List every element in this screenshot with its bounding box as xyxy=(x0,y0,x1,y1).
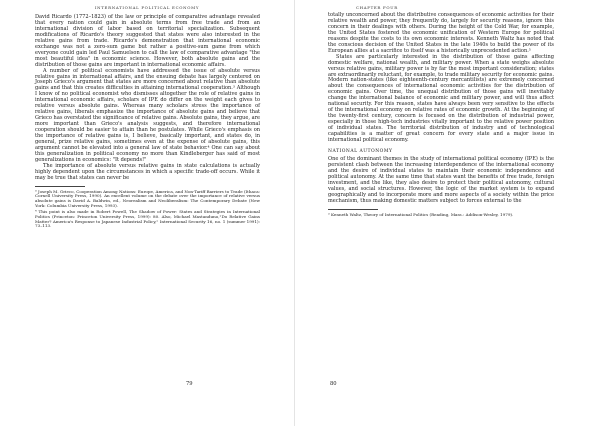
paragraph: David Ricardo (1772–1823) of the law or principle of comparative advantage revealed that every nation could gain in absolute terms from free trade and from an international division of labor based on territorial specialization. Subsequent modifications of Ricardo's theory suggested that states were also interested in the relative gains from trade. Ricardo's demonstration that international economic exchange was not a zero-sum game but rather a positive-sum game from which everyone could gain led Paul Samuelson to call the law of comparative advantage "the most beautiful idea" in economic science. However, both absolute gains and the distribution of those gains are important in international economic affairs. xyxy=(35,14,260,68)
section-heading: NATIONAL AUTONOMY xyxy=(328,148,393,154)
right-text-block xyxy=(328,13,554,217)
footnote-rule xyxy=(35,186,85,187)
page-number: 79 xyxy=(186,381,193,387)
footnote: ³ Joseph M. Grieco, Cooperation Among Nations: Europe, America, and Non-Tariff Barriers to Trade (Ithaca: Cornell University Press, 1990). An excellent volume on the debate over the importance of relative versus absolute gains is David A. Baldwin, ed., Neorealism and Neoliberalism: The Contemporary Debate (New York: Columbia University Press, 1993). xyxy=(35,188,261,209)
left-page xyxy=(0,0,294,426)
footnote: ⁵ Kenneth Waltz, Theory of International Politics (Reading, Mass.: Addison-Wesley, 1979). xyxy=(328,211,514,217)
paragraph: totally unconcerned about the distributive consequences of economic activities for their relative wealth and power, they frequently do, largely for security reasons, ignore this concern in their dealings with others. During the height of the Cold War, for example, the United States fostered the economic unification of Western Europe for political reasons despite the costs to its own economic interests. Kenneth Waltz has noted that the conscious decision of the United States in the late 1940s to build the power of its European allies at a sacrifice to itself was a historically unprecedented action.⁵ xyxy=(328,12,554,54)
footnote-rule xyxy=(328,209,378,210)
page-number: 80 xyxy=(330,381,337,387)
paragraph: A number of political economists have addressed the issue of absolute versus relative gains in international affairs, and the ensuing debate has largely centered on Joseph Grieco's argument that states are more concerned about relative than absolute gains and that this creates difficulties in attaining international cooperation.³ Although I know of no political economist who dismisses altogether the role of relative gains in international economic affairs, scholars of IPE do differ on the weight each gives to relative versus absolute gains. Whereas many scholars stress the importance of relative gains, liberals emphasize the importance of absolute gains and believe that Grieco has overstated the significance of relative gains. Absolute gains, they argue, are more important than Grieco's analysis suggests, and therefore international cooperation should be easier to attain than he postulates. While Grieco's emphasis on the importance of relative gains is, I believe, basically important, and states do, in general, prize relative gains, sometimes even at the expense of absolute gains, this argument cannot be elevated into a general law of state behavior.⁴ One can say about this generalization in political economy no more than Kindleberger has said of most generalizations in economics: "It depends!" xyxy=(35,67,260,163)
running-head: CHAPTER FOUR xyxy=(356,5,398,10)
footnote: ⁴ This point is also made in Robert Powell, The Shadow of Power: States and Strategies in International Politics (Princeton: Princeton University Press, 1999): 80. Also, Michael Mastanduno,"Do Relative Gains Matter? America's Response to Japanese Industrial Policy," International Security 16, no. 1 (summer 1991): 73–113. xyxy=(35,209,260,229)
left-text-block xyxy=(35,15,260,229)
running-head: INTERNATIONAL POLITICAL ECONOMY xyxy=(94,5,200,10)
paragraph: One of the dominant themes in the study of international political economy (IPE) is the persistent clash between the increasing interdependence of the international economy and the desire of individual states to maintain their economic independence and political autonomy. At the same time that states want the benefits of free trade, foreign investment, and the like, they also desire to protect their political autonomy, cultural values, and social structures. However, the logic of the market system is to expand geographically and to incorporate more and more aspects of a society within the price mechanism, thus making domestic matters subject to forces external to the xyxy=(328,155,554,204)
paragraph: The importance of absolute versus relative gains in state calculations is actually highly dependent upon the circumstances in which a specific trade-off occurs. While it may be true that states can never be xyxy=(35,162,260,181)
paragraph: States are particularly interested in the distribution of those gains affecting domestic welfare, national wealth, and military power. When a state weighs absolute versus relative gains, military power is by far the most important consideration; states are extraordinarily reluctant, for example, to trade military security for economic gains. Modern nation-states (like eighteenth-century mercantilists) are extremely concerned about the consequences of international economic activities for the distribution of economic gains. Over time, the unequal distribution of those gains will inevitably change the international balance of economic and military power, and will thus affect national security. For this reason, states have always been very sensitive to the effects of the international economy on relative rates of economic growth. At the beginning of the twenty-first century, concern is focused on the distribution of industrial power, especially in those high-tech industries vitally important to the relative power position of individual states. The territorial distribution of industry and of technological capabilities is a matter of great concern for every state and a major issue in international political economy. xyxy=(328,53,554,144)
right-page xyxy=(295,0,589,426)
